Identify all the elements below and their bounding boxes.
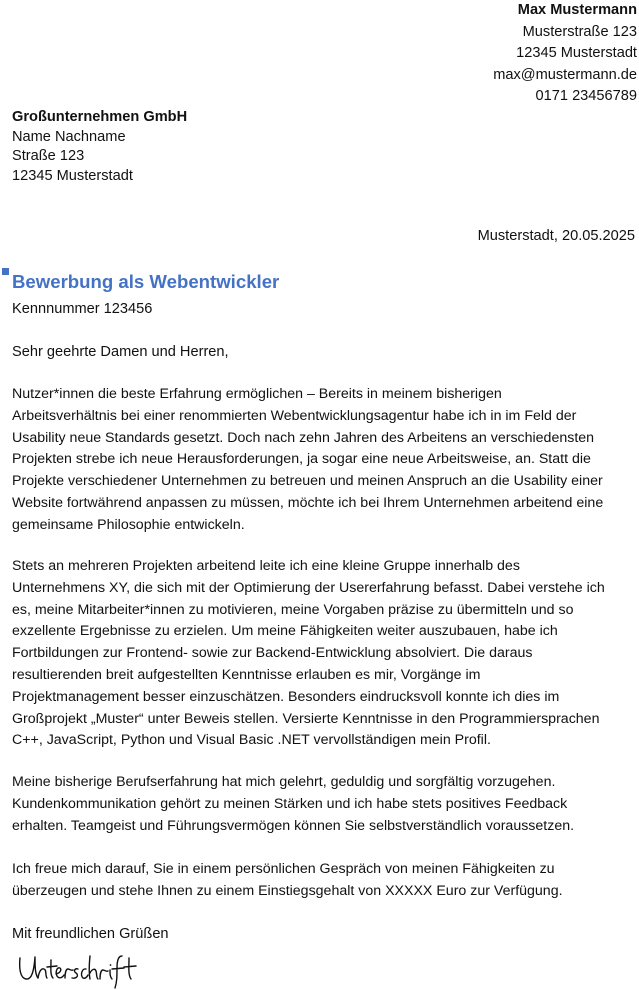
paragraph-line: Meine bisherige Berufserfahrung hat mich gelehrt, geduldig und sorgfältig vorzugehen. [12,774,556,790]
paragraph-line: überzeugen und stehe Ihnen zu einem Einstiegsgehalt von XXXXX Euro zur Verfügung. [12,882,563,899]
paragraph-line: Kundenkommunikation gehört zu meinen Stärken und ich habe stets positives Feedback [12,795,568,812]
paragraph-line: exzellente Ergebnisse zu erzielen. Um meine Fähigkeiten weiter auszubauen, habe ich [12,623,558,640]
sender-name: Max Mustermann [517,2,637,18]
letter-date: Musterstadt, 20.05.2025 [477,228,635,244]
body-paragraph-1 [12,384,636,537]
paragraph-line: erhalten. Teamgeist und Führungsvermögen können Sie selbstverständlich voraussetzen. [12,817,575,834]
paragraph-line: resultierenden breit aufgestellten Kenntnisse erlauben es mir, Vorgänge im [12,666,481,683]
letter-subject: Bewerbung als Webentwickler [12,271,280,292]
paragraph-line: Usability neue Standards gesetzt. Doch nach zehn Jahren des Arbeitens an verschiedensten [12,429,595,446]
body-paragraph-4 [12,859,636,903]
recipient-company: Großunternehmen GmbH [12,109,188,125]
handwritten-signature [14,948,144,990]
sender-address [493,0,637,108]
reference-number: Kennnummer 123456 [12,301,153,317]
subject-marker [2,268,9,275]
closing-phrase: Mit freundlichen Grüßen [12,926,169,942]
paragraph-line: Stets an mehreren Projekten arbeitend leite ich eine kleine Gruppe innerhalb des [12,558,520,574]
sender-phone: 0171 23456789 [535,88,637,105]
paragraph-line: Ich freue mich darauf, Sie in einem persönlichen Gespräch von meinen Fähigkeiten zu [12,861,555,877]
sender-street: Musterstraße 123 [522,23,637,40]
recipient-address [12,108,187,186]
paragraph-line: es, meine Mitarbeiter*innen zu motivieren, meine Vorgaben präzise zu übermitteln und so [12,601,574,618]
paragraph-line: C++, JavaScript, Python und Visual Basic .NET vervollständigen mein Profil. [12,732,491,749]
paragraph-line: Projekte verschiedener Unternehmen zu betreuen und meinen Anspruch an die Usability einer [12,473,603,490]
paragraph-line: Projekten strebe ich neue Herausforderungen, ja sogar eine neue Arbeitsweise, an. Statt die [12,451,591,468]
paragraph-line: Fortbildungen zur Frontend- sowie zur Backend-Entwicklung absolviert. Die daraus [12,645,533,662]
recipient-name: Name Nachname [12,128,126,145]
body-paragraph-2 [12,556,636,752]
paragraph-line: Arbeitsverhältnis bei einer renommierten Webentwicklungsagentur habe ich in im Feld der [12,407,577,424]
salutation: Sehr geehrte Damen und Herren, [12,344,229,360]
body-paragraph-3 [12,772,636,837]
paragraph-line: Nutzer*innen die beste Erfahrung ermöglichen – Bereits in meinem bisherigen [12,386,502,402]
recipient-street: Straße 123 [12,148,85,164]
sender-city: 12345 Musterstadt [516,45,637,62]
paragraph-line: gemeinsame Philosophie entwickeln. [12,516,245,533]
paragraph-line: Unternehmens XY, die sich mit der Optimierung der Usererfahrung befasst. Dabei verstehe ich [12,579,605,596]
paragraph-line: Projektmanagement besser einzuschätzen. Besonders eindrucksvoll konnte ich dies im [12,688,560,705]
paragraph-line: Großprojekt „Muster“ unter Beweis stellen. Versierte Kenntnisse in den Programmiersprachen [12,710,600,727]
paragraph-line: Website fortwährend anpassen zu müssen, möchte ich bei Ihrem Unternehmen arbeitend eine [12,494,604,511]
recipient-city: 12345 Musterstadt [12,167,133,184]
sender-email: max@mustermann.de [493,66,637,83]
